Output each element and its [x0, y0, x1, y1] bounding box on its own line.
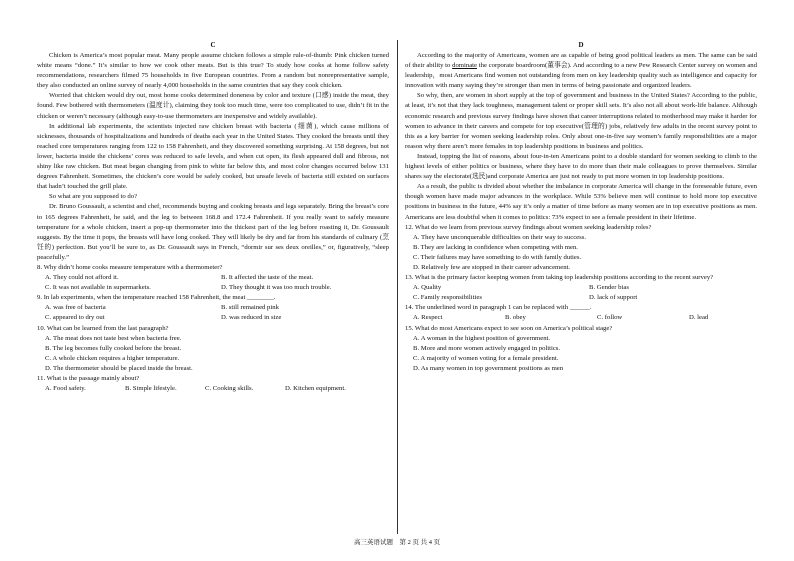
- question-12-stem: 12. What do we learn from previous survey findings about women seeking leadership roles?: [405, 223, 652, 231]
- question-14-options: [405, 313, 757, 323]
- option-15b: B. More and more women actively engaged in politics.: [413, 344, 561, 352]
- option-13b: B. Gender bias: [589, 284, 629, 292]
- passage-c-paragraph-1: Chicken is America’s most popular meat. Many people assume chicken follows a simple rule-of-thumb: Pink chicken turned white means “done.” It’s similar to how we cook other meats. But is this true? To study how cooks at home follow safety recommendations, researchers filmed 75 households in five European countries. From a random but nonrepresentative sample, they also conducted an online survey of nearly 4,000 households in the same countries that say they cook chicken.: [37, 52, 389, 90]
- option-12d: D. Relatively few are stopped in their career advancement.: [413, 263, 571, 271]
- option-9d: D. was reduced in size: [221, 314, 282, 322]
- question-14-stem: 14. The underlined word in paragraph 1 can be replaced with ______.: [405, 304, 592, 312]
- passage-c-title: C: [210, 41, 216, 49]
- option-9a: A. was free of bacteria: [45, 304, 106, 312]
- option-10b: B. The leg becomes fully cooked before the breast.: [45, 344, 182, 352]
- passage-d-p1-part1: According to the majority of Americans, women are as capable of being good political leaders as men. The same can be said of their ability to: [405, 52, 757, 70]
- question-11: [37, 374, 389, 394]
- passage-d-p1-part2: the corporate boardroom(董事会). And according to a new Pew Research Center survey on women and leadership，most Americans find women not outstanding from men on key leadership quality such as intelligence and capacity for innovation with many saying they’re stronger than men in terms of being passionate and organized leaders.: [405, 62, 757, 90]
- passage-c-column: [37, 40, 389, 394]
- question-11-stem: 11. What is the passage mainly about?: [37, 375, 140, 382]
- question-10-options: [37, 334, 389, 374]
- option-11d: D. Kitchen equipment.: [285, 385, 346, 393]
- question-9: [37, 293, 389, 323]
- option-14a: A. Respect: [413, 314, 443, 322]
- option-15c: C. A majority of women voting for a female president.: [413, 354, 559, 362]
- option-10a: A. The meat does not taste best when bacteria free.: [45, 334, 182, 342]
- option-12c: C. Their failures may have something to do with family duties.: [413, 253, 582, 261]
- question-12-options: [405, 233, 757, 273]
- question-8-stem: 8. Why didn’t home cooks measure temperature with a thermometer?: [37, 263, 223, 271]
- option-8a: A. They could not afford it.: [45, 274, 119, 282]
- question-13-stem: 13. What is the primary factor keeping women from taking top leadership positions according to the recent survey?: [405, 274, 714, 282]
- passage-c-paragraph-4: So what are you supposed to do?: [49, 193, 138, 201]
- question-15-options: [405, 334, 757, 374]
- question-14: [405, 303, 757, 323]
- option-11a: A. Food safety.: [45, 385, 86, 393]
- option-14c: C. follow: [597, 314, 623, 322]
- option-14d: D. lead: [689, 314, 709, 322]
- column-divider: [397, 40, 398, 534]
- underlined-word-dominate: dominate: [452, 62, 477, 70]
- page-footer: 高三英语试题 第 2 页 共 4 页: [353, 539, 441, 546]
- question-10: [37, 324, 389, 374]
- option-9c: C. appeared to dry out: [45, 314, 105, 322]
- passage-d-paragraph-1: [405, 51, 757, 91]
- option-11b: B. Simple lifestyle.: [125, 385, 177, 393]
- passage-d-title: D: [578, 41, 584, 49]
- passage-d-paragraph-3: Instead, topping the list of reasons, about four-in-ten Americans point to a double standard for women seeking to climb to the highest levels of either politics or business, where they have to do more than their male colleagues to prove themselves. Similar shares say the electorate(选民)and corporate America are just not ready to put more women in top leadership positions.: [405, 152, 757, 181]
- question-8: [37, 263, 389, 293]
- option-8d: D. They thought it was too much trouble.: [221, 284, 332, 292]
- passage-c-paragraph-5: Dr. Bruno Goussault, a scientist and chef, recommends buying and cooking breasts and legs separately. Bring the breast’s core to 165 degrees Fahrenheit, he said, and the leg to between 168.8 and 172.4 Fahrenheit. If you really want to safely measure temperature for a whole chicken, insert a pop-up thermometer into the thickest part of the leg before roasting it, Dr. Goussault suggests. By the time it pops, the breasts will have long cooked. They will likely be dry and far from his standards of culinary (烹饪的) perfection. But you’ll be sure to, as Dr. Goussault says in French, “dormir sur ses deux oreilles,” or, figuratively, “sleep peacefully.”: [37, 203, 389, 261]
- question-15-stem: 15. What do most Americans expect to see soon on America’s political stage?: [405, 324, 613, 332]
- passage-d-paragraph-2: So why, then, are women in short supply at the top of government and business in the United States? According to the public, at least, it’s not that they lack toughness, management talent or proper skill sets. It’s also not all about work-life balance. Although economic research and previous survey findings have shown that career interruptions related to motherhood may make it harder for women to advance in their careers and compete for top executive(管理的) jobs, relatively few adults in the recent survey point to this as a key barrier for women seeking leadership roles. Only about one-in-five say women’s family responsibilities are a major reason why there aren’t more females in top leadership positions in business and politics.: [405, 92, 757, 150]
- option-10d: D. The thermometer should be placed inside the breast.: [45, 364, 193, 372]
- question-9-options: [37, 303, 389, 323]
- option-12b: B. They are lacking in confidence when competing with men.: [413, 243, 578, 251]
- passage-d-paragraph-4: As a result, the public is divided about whether the imbalance in corporate America will change in the foreseeable future, even though women have made major advances in the workplace. While 53% believe men will continue to hold more top executive positions in business in the future, 44% say it’s only a matter of time before as many women are in top executive positions as men. Americans are less doubtful when it comes to politics: 73% expect to see a female president in their lifetime.: [405, 183, 757, 221]
- option-14b: B. obey: [505, 314, 526, 322]
- passage-d-column: [405, 40, 757, 374]
- passage-c-paragraph-2: Worried that chicken would dry out, most home cooks determined doneness by color and texture (口感) inside the meat, they found. Few bothered with thermometers (温度计), claiming they took too much time, were too complicated to use, didn’t fit in the chicken or weren’t necessary (although easy-to-use thermometers are inexpensive and widely available).: [37, 92, 389, 120]
- option-10c: C. A whole chicken requires a higher temperature.: [45, 354, 180, 362]
- question-13: [405, 273, 757, 303]
- question-15: [405, 324, 757, 374]
- question-13-options: [405, 283, 757, 303]
- option-13c: C. Family responsibilities: [413, 294, 482, 302]
- question-8-options: [37, 273, 389, 293]
- option-8c: C. It was not available in supermarkets.: [45, 284, 151, 292]
- option-15d: D. As many women in top government positions as men: [413, 364, 564, 372]
- option-13a: A. Quality: [413, 284, 442, 292]
- question-12: [405, 223, 757, 273]
- question-10-stem: 10. What can be learned from the last paragraph?: [37, 324, 169, 332]
- option-9b: B. still remained pink: [221, 304, 279, 312]
- question-11-options: [37, 384, 389, 394]
- question-9-stem: 9. In lab experiments, when the temperature reached 158 Fahrenheit, the meat ________.: [37, 294, 276, 302]
- option-15a: A. A woman in the highest position of government.: [413, 334, 551, 342]
- option-11c: C. Cooking skills.: [205, 385, 254, 393]
- option-12a: A. They have unconquerable difficulties on their way to success.: [413, 233, 587, 241]
- passage-c-paragraph-3: In additional lab experiments, the scientists injected raw chicken breast with bacteria (细菌), which cause millions of sicknesses, thousands of hospitalizations and hundreds of deaths each year in the United States. They cooked the breasts until they reached core temperatures ranging from 122 to 158 Fahrenheit, and they discovered something surprising. At 158 degrees, but not lower, bacteria inside the chickens’ cores was reduced to safe levels, and when cut open, its flesh appeared dull and fibrous, not shiny like raw chicken. But meat began changing from pink to white far below this, and most color changes occurred below 131 degrees Fahrenheit. Sometimes, the chicken’s core would be safely cooked, but unsafe levels of bacteria still existed on surfaces that hadn’t touched the grill plate.: [37, 122, 389, 191]
- option-13d: D. lack of support: [589, 294, 638, 302]
- option-8b: B. It affected the taste of the meat.: [221, 274, 314, 282]
